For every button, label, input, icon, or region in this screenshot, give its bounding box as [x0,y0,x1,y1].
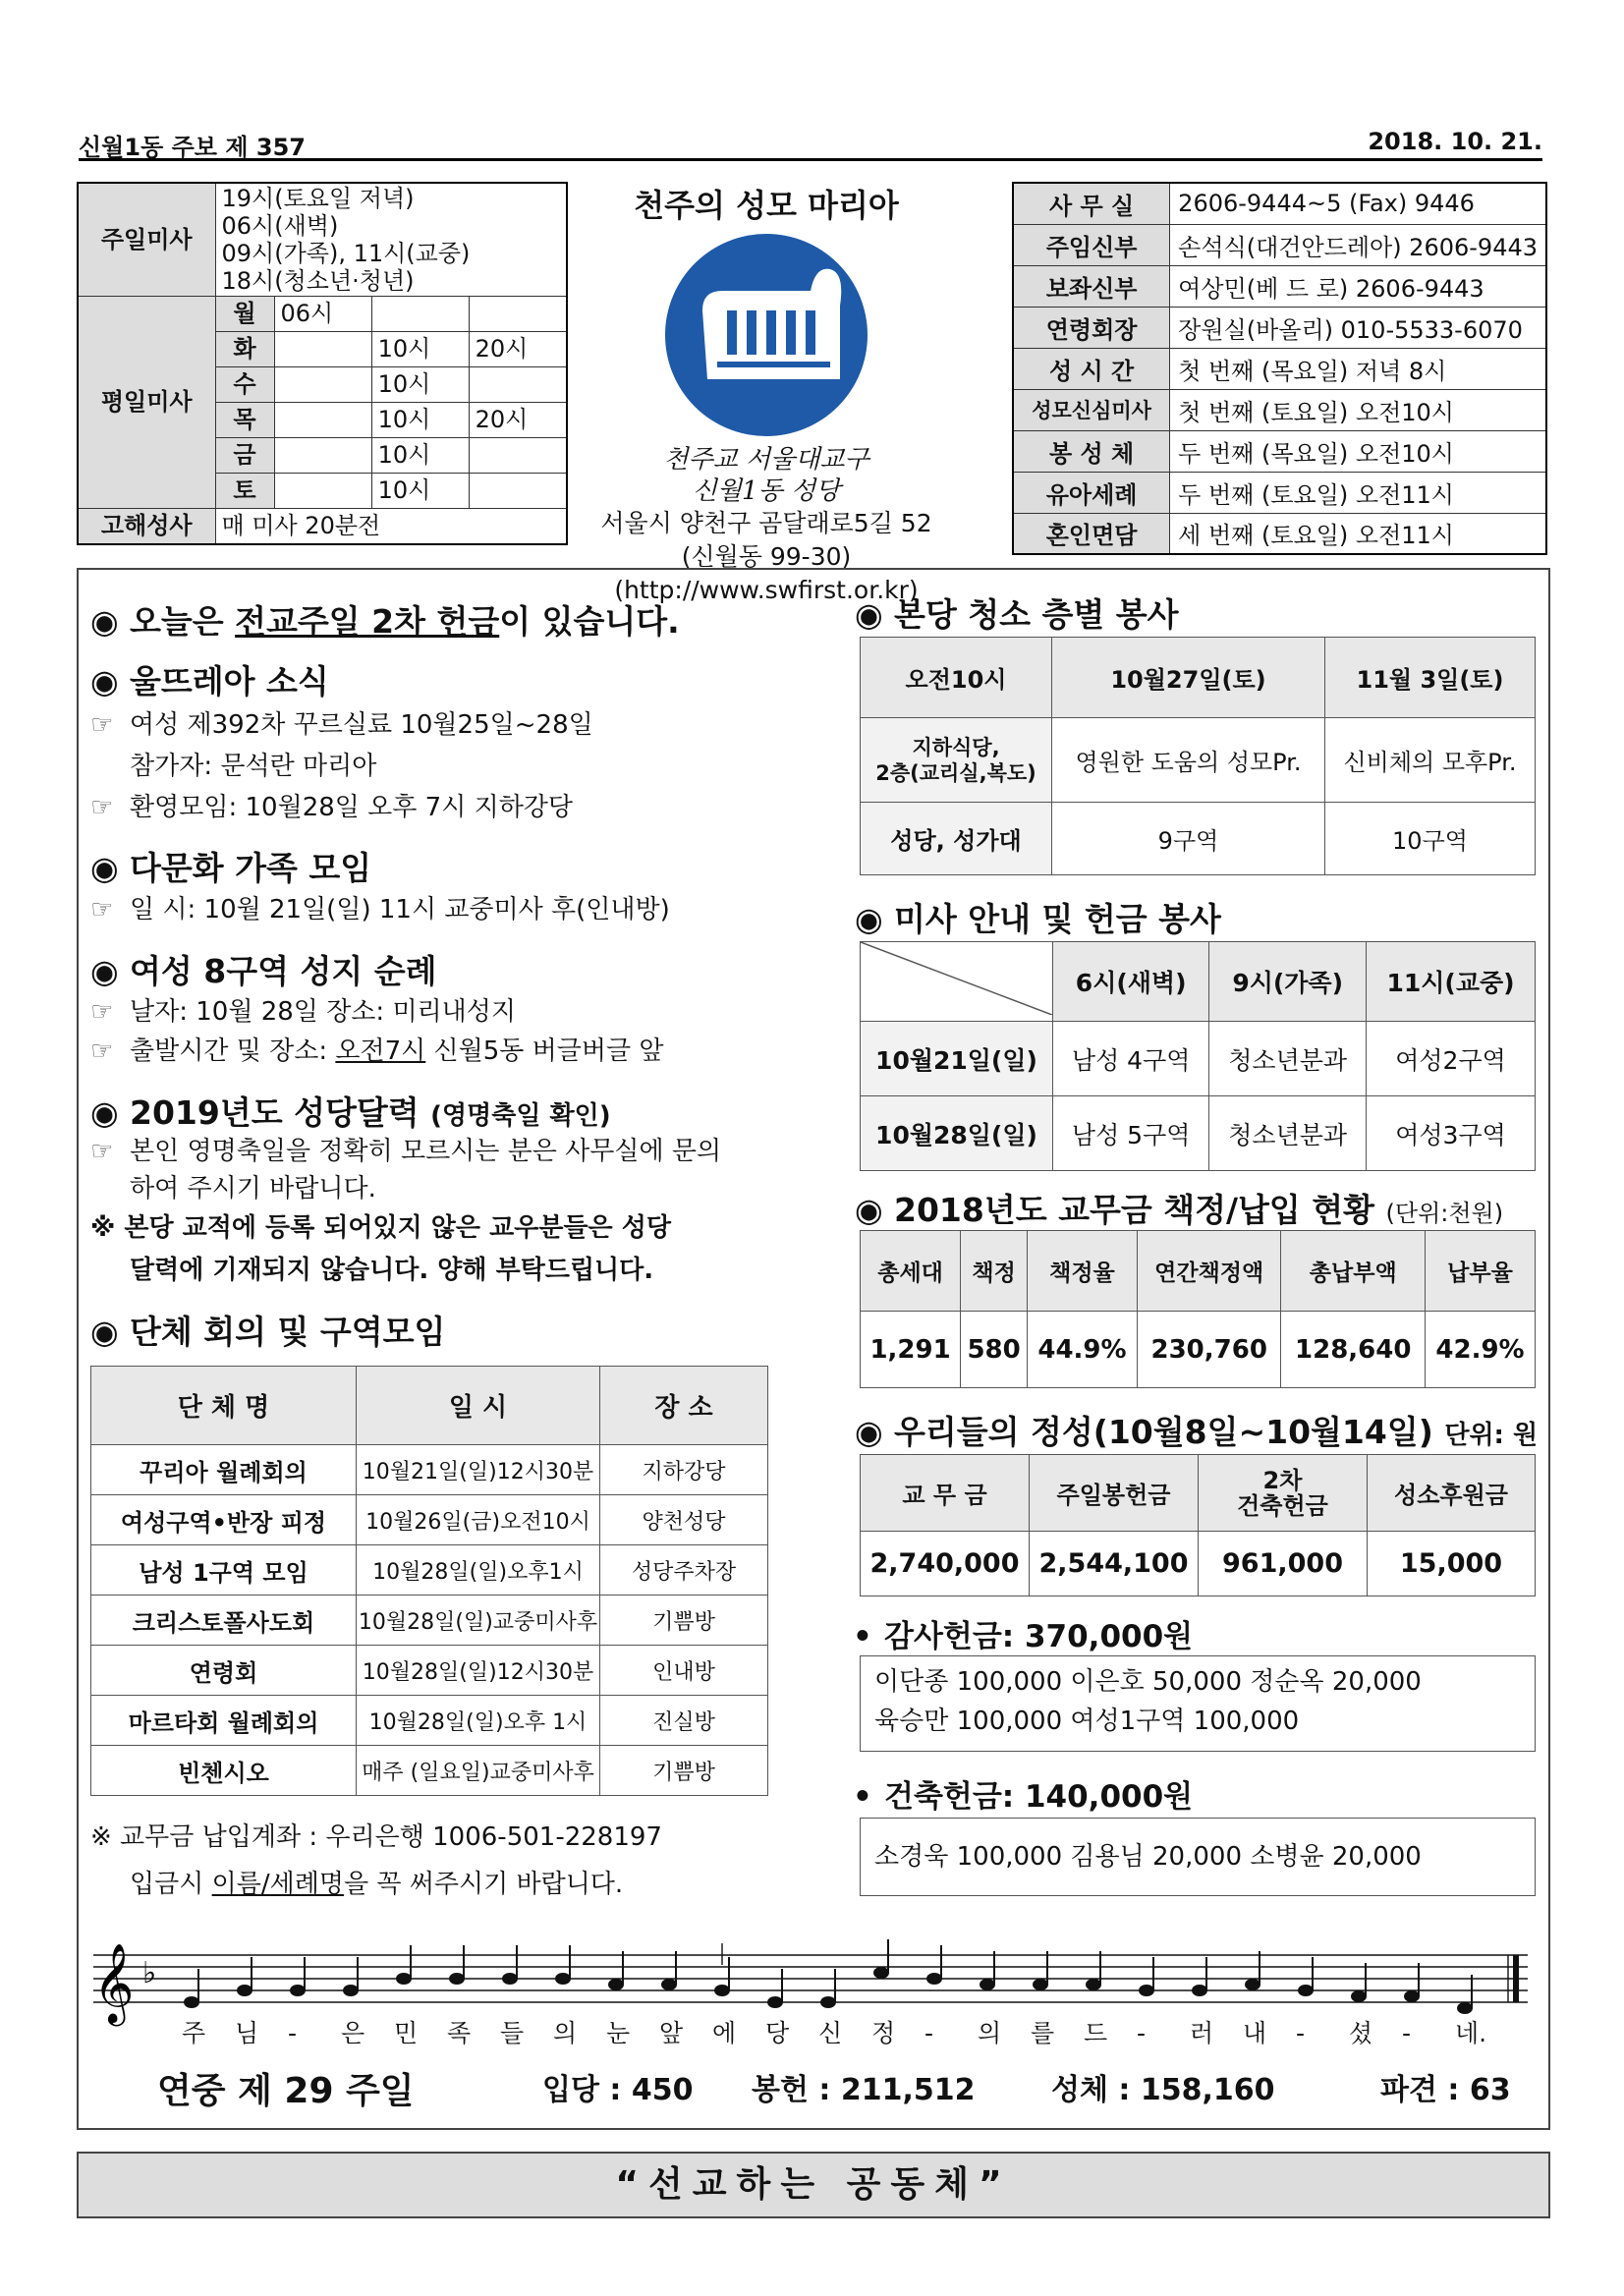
note-mark [1246,1980,1260,1989]
section-offerings [855,1407,1538,1453]
weekday-time [274,403,371,438]
contact-row [1013,348,1546,389]
lyric-syllable: 셨 [1349,2019,1373,2047]
parish-motto: “선교하는 공동체” [77,2152,1550,2218]
section-dues [855,1185,1503,1231]
offer-head: 주일봉헌금 [1030,1455,1199,1532]
note-mark [662,1980,676,1989]
cleaning-area: 성당, 성가대 [861,803,1052,875]
contact-label: 사 무 실 [1013,183,1170,224]
multicultural-line [90,890,670,929]
note-mark [821,1997,835,2007]
dues-value: 128,640 [1281,1312,1426,1388]
weekday-day: 수 [215,367,274,403]
sunday-time: 09시(가족), 11시(교중) [221,240,471,267]
contact-table [1012,182,1547,555]
text: 2차 [1262,1466,1303,1494]
bullet-icon: ◉ [855,900,883,938]
text: 신월5동 버글버글 앞 [425,1036,664,1066]
section-title: 본당 청소 층별 봉사 [894,595,1179,634]
lyric-syllable: - [1296,2019,1306,2047]
lyric-syllable: 족 [447,2019,472,2047]
underlined-text: 오전7시 [335,1036,426,1066]
text: 환영모임: 10월28일 오후 7시 지하강당 [130,793,574,822]
pointing-hand-icon: ☞ [90,895,114,924]
unit-label: 단위: 원 [1444,1421,1539,1450]
meeting-group: 빈첸시오 [91,1746,357,1796]
meeting-row [91,1545,768,1596]
bulletin-issue: 신월1동 주보 제 357 [79,134,306,161]
ultreya-line [90,788,573,827]
section-title: 2019년도 성당달력 [130,1093,420,1132]
guide-head: 9시(가족) [1209,942,1367,1022]
note-mark [609,1980,623,1989]
meeting-place: 성당주차장 [600,1545,768,1596]
bullet-icon: ◉ [855,595,883,634]
note-mark [450,1974,464,1984]
dues-value: 44.9% [1028,1312,1138,1388]
unit-label: (단위:천원) [1385,1200,1504,1227]
calendar-line: 하여 주시기 바랍니다. [130,1174,376,1204]
dues-value: 230,760 [1137,1312,1281,1388]
contact-value: 첫 번째 (토요일) 오전10시 [1170,389,1546,430]
contact-row [1013,430,1546,472]
mass-schedule-table [77,182,568,545]
guide-head: 6시(새벽) [1053,942,1209,1022]
contact-row [1013,265,1546,307]
contact-value: 2606-9444~5 (Fax) 9446 [1170,183,1546,224]
confession-label: 고해성사 [78,509,215,545]
cleaning-cell: 9구역 [1052,803,1325,875]
contact-label: 성 시 간 [1013,348,1170,389]
bullet-icon: ◉ [90,849,119,887]
offer-head: 성소후원금 [1368,1455,1536,1532]
lyric-syllable: 민 [394,2019,419,2047]
meeting-place: 인내방 [600,1646,768,1696]
underlined-text: 이름/세례명 [211,1870,344,1899]
meeting-row [91,1646,768,1696]
meetings-head: 단 체 명 [91,1367,357,1445]
pointing-hand-icon: ☞ [90,1036,114,1066]
meeting-group: 여성구역•반장 피정 [91,1495,357,1545]
diagonal-cell [861,942,1053,1022]
dues-value: 42.9% [1426,1312,1536,1388]
bulletin-date: 2018. 10. 21. [1368,128,1542,155]
weekday-mass-label: 평일미사 [78,297,215,509]
contact-label: 보좌신부 [1013,265,1170,307]
flat-icon: ♭ [142,1956,157,1990]
text: 건축헌금 [1237,1491,1328,1520]
section-calendar [90,1088,611,1134]
bullet-icon: ◉ [90,1313,119,1351]
contact-label: 혼인면담 [1013,513,1170,554]
bullet-icon: ◉ [90,602,119,641]
note-mark [503,1974,517,1984]
calendar-line [90,1132,721,1171]
contact-value: 두 번째 (토요일) 오전11시 [1170,472,1546,513]
note-mark [1034,1980,1047,1989]
account-note-2 [130,1865,623,1904]
lyric-syllable: 에 [712,2019,737,2047]
dues-head: 총세대 [861,1231,961,1312]
text: 이 있습니다. [499,602,680,641]
sunday-mass-label: 주일미사 [78,183,215,297]
note-mark [1193,1986,1206,1995]
weekday-day: 화 [215,332,274,367]
section-ultreya [90,656,329,702]
lyric-syllable: 내 [1243,2019,1267,2047]
section-title: 다문화 가족 모임 [130,849,372,887]
meeting-place: 기쁨방 [600,1596,768,1646]
confession-value: 매 미사 20분전 [215,509,567,545]
section-building [853,1771,1193,1816]
contact-value: 첫 번째 (목요일) 저녁 8시 [1170,348,1546,389]
contact-value: 여상민(베 드 로) 2606-9443 [1170,265,1546,307]
diagonal-line-icon [861,942,1052,1015]
note-mark [715,1986,729,1995]
sunday-time: 18시(청소년·청년) [221,267,415,295]
meeting-row [91,1696,768,1746]
lyric-syllable: 앞 [659,2019,684,2047]
meeting-row [91,1445,768,1495]
contact-label: 연령회장 [1013,307,1170,348]
contact-row [1013,307,1546,348]
weekday-time: 10시 [371,438,469,474]
meeting-place: 지하강당 [600,1445,768,1495]
weekday-time [274,474,371,509]
weekday-time: 10시 [371,367,469,403]
meeting-place: 기쁨방 [600,1746,768,1796]
section-title: 감사헌금: 370,000원 [884,1619,1194,1654]
guide-cell: 청소년분과 [1209,1096,1367,1171]
contact-label: 유아세례 [1013,472,1170,513]
ultreya-line: 참가자: 문석란 마리아 [130,752,377,781]
weekday-day: 금 [215,438,274,474]
meeting-row [91,1746,768,1796]
section-pilgrimage [90,946,436,992]
offer-value: 2,544,100 [1030,1532,1199,1596]
section-title: 울뜨레아 소식 [130,662,329,700]
contact-label: 주임신부 [1013,224,1170,265]
section-multicultural [90,843,371,889]
note-mark [927,1974,941,1984]
cleaning-head: 11월 3일(토) [1325,638,1536,718]
lyric-syllable: - [1137,2019,1147,2047]
weekday-time: 06시 [274,297,371,332]
cleaning-head: 오전10시 [861,638,1052,718]
meeting-time: 10월28일(일)오후 1시 [357,1696,600,1746]
weekday-time [469,367,567,403]
contact-label: 봉 성 체 [1013,430,1170,472]
stat-communion: 성체 : 158,160 [1051,2073,1275,2107]
section-title: 우리들의 정성(10월8일~10월14일) [894,1413,1433,1451]
pointing-hand-icon: ☞ [90,997,114,1027]
cleaning-cell: 10구역 [1325,803,1536,875]
section-mission-sunday [90,596,680,643]
meetings-head: 일 시 [357,1367,600,1445]
script-line: 신월1동 성당 [692,476,841,506]
offer-head [1199,1455,1368,1532]
guide-date: 10월28일(일) [861,1096,1053,1171]
bullet-icon: • [853,1619,872,1654]
contact-value: 세 번째 (토요일) 오전11시 [1170,513,1546,554]
music-staff [93,1926,1528,2053]
weekday-day: 토 [215,474,274,509]
calendar-note: ※ 본당 교적에 등록 되어있지 않은 교우분들은 성당 [90,1213,671,1243]
treble-clef-icon: 𝄞 [93,1942,135,2023]
contact-row [1013,183,1546,224]
text: 2층(교리실,복도) [875,760,1036,785]
note-mark [556,1974,570,1984]
bullet-icon: ◉ [90,662,119,700]
contact-value: 장원실(바올리) 010-5533-6070 [1170,307,1546,348]
script-line: 천주교 서울대교구 [663,445,869,475]
offer-value: 15,000 [1368,1532,1536,1596]
note-mark [1405,1991,1419,2001]
weekday-time: 10시 [371,474,469,509]
meeting-group: 크리스토폴사도회 [91,1596,357,1646]
bulletin-header [79,128,1542,161]
note-mark [768,1997,782,2007]
text: 오늘은 [130,602,236,641]
meeting-row [91,1596,768,1646]
weekday-day: 월 [215,297,274,332]
meeting-group: 남성 1구역 모임 [91,1545,357,1596]
guide-cell: 청소년분과 [1209,1022,1367,1096]
section-subtitle: (영명축일 확인) [430,1101,611,1131]
guide-cell: 여성3구역 [1367,1096,1536,1171]
parish-title: 천주의 성모 마리아 [634,187,899,224]
dues-head: 책정율 [1028,1231,1138,1312]
text: 지하식당, [912,735,1000,759]
building-line: 소경욱 100,000 김용님 20,000 소병윤 20,000 [874,1842,1422,1872]
section-meetings [90,1307,445,1353]
bullet-icon: ◉ [855,1191,883,1229]
guide-cell: 남성 4구역 [1053,1022,1209,1096]
dues-head: 납부율 [1426,1231,1536,1312]
text: 입금시 [130,1870,212,1899]
note-mark [344,1986,358,1995]
meeting-place: 진실방 [600,1696,768,1746]
weekday-time [274,367,371,403]
bullet-icon: • [853,1779,872,1815]
note-mark [1140,1986,1153,1995]
contact-label: 성모신심미사 [1013,389,1170,430]
parish-header [580,177,953,607]
lyric-syllable: 신 [818,2019,843,2047]
note-mark [980,1980,994,1989]
bullet-icon: ◉ [90,1093,119,1132]
guide-date: 10월21일(일) [861,1022,1053,1096]
account-note: ※ 교무금 납입계좌 : 우리은행 1006-501-228197 [90,1822,662,1852]
contact-row [1013,389,1546,430]
offer-head: 교 무 금 [861,1455,1030,1532]
parish-script-name [580,444,953,507]
thanks-line: 이단종 100,000 이은호 50,000 정순옥 20,000 [874,1667,1422,1697]
calendar-note: 달력에 기재되지 않습니다. 양해 부탁드립니다. [130,1256,654,1285]
meeting-time: 10월28일(일)12시30분 [357,1646,600,1696]
cleaning-table [860,637,1536,875]
thanks-box [860,1655,1536,1752]
weekday-time: 20시 [469,332,567,367]
contact-value: 두 번째 (목요일) 오전10시 [1170,430,1546,472]
contact-row [1013,224,1546,265]
lyric-syllable: 들 [500,2019,525,2047]
meeting-time: 10월28일(일)교중미사후 [357,1596,600,1646]
text: 날자: 10월 28일 장소: 미리내성지 [130,997,517,1027]
meetings-table [90,1366,768,1796]
weekday-day: 목 [215,403,274,438]
meeting-row [91,1495,768,1545]
note-mark [1458,2003,1472,2013]
note-mark [1087,1980,1100,1989]
building-box [860,1818,1536,1896]
stat-dismissal: 파견 : 63 [1380,2073,1511,2107]
parish-logo-icon [648,232,884,438]
contact-row [1013,513,1546,554]
dues-head: 총납부액 [1281,1231,1426,1312]
lyric-syllable: 은 [341,2019,365,2047]
dues-head: 연간책정액 [1137,1231,1281,1312]
note-mark [238,1986,252,1995]
bullet-icon: ◉ [855,1413,883,1451]
stat-attendance: 입당 : 450 [542,2073,694,2107]
lyric-syllable: 러 [1190,2019,1214,2047]
pilgrimage-line [90,1032,664,1071]
contact-row [1013,472,1546,513]
lyric-syllable: 드 [1084,2019,1108,2047]
cleaning-cell: 영원한 도움의 성모Pr. [1052,718,1325,803]
note-mark [1352,1991,1366,2001]
liturgical-week: 연중 제 29 주일 [157,2071,415,2111]
dues-head: 책정 [961,1231,1028,1312]
cleaning-cell: 신비체의 모후Pr. [1325,718,1536,803]
lyric-syllable: 정 [871,2019,896,2047]
section-title: 건축헌금: 140,000원 [884,1779,1194,1815]
offerings-table [860,1454,1536,1596]
thanks-line: 육승만 100,000 여성1구역 100,000 [874,1707,1300,1736]
ultreya-line [90,705,593,745]
contact-value: 손석식(대건안드레아) 2606-9443 [1170,224,1546,265]
meeting-time: 10월28일(일)오후1시 [357,1545,600,1596]
offer-value: 961,000 [1199,1532,1368,1596]
parish-url[interactable]: (http://www.swfirst.or.kr) [614,576,919,604]
lyric-syllable: 를 [1031,2019,1055,2047]
offer-value: 2,740,000 [861,1532,1030,1596]
text: 여성 제392차 꾸르실료 10월25일~28일 [130,710,593,740]
section-title: 여성 8구역 성지 순례 [130,952,437,990]
section-mass-guide [855,894,1221,940]
meeting-group: 마르타회 월례회의 [91,1696,357,1746]
weekday-time: 20시 [469,403,567,438]
weekday-time: 10시 [371,332,469,367]
cleaning-head: 10월27일(토) [1052,638,1325,718]
parish-address: 서울시 양천구 곰달래로5길 52 [600,509,932,537]
weekday-time [274,332,371,367]
text: 출발시간 및 장소: [130,1036,336,1066]
meeting-time: 10월26일(금)오전10시 [357,1495,600,1545]
pointing-hand-icon: ☞ [90,1137,114,1166]
lyric-syllable: 당 [765,2019,790,2047]
section-title: 단체 회의 및 구역모임 [130,1313,446,1351]
lyric-syllable: 의 [978,2019,1002,2047]
pointing-hand-icon: ☞ [90,710,114,740]
dues-value: 1,291 [861,1312,961,1388]
lyric-syllable: 의 [553,2019,578,2047]
sunday-mass-times [215,183,567,297]
sunday-time: 06시(새벽) [221,212,339,240]
guide-head: 11시(교중) [1367,942,1536,1022]
lyric-syllable: 눈 [606,2019,631,2047]
lyric-syllable: 주 [182,2019,206,2047]
meeting-group: 연령회 [91,1646,357,1696]
weekday-time [371,297,469,332]
meeting-time: 매주 (일요일)교중미사후 [357,1746,600,1796]
lyric-syllable: - [288,2019,298,2047]
text: 을 꼭 써주시기 바랍니다. [343,1870,624,1899]
bullet-icon: ◉ [90,952,119,990]
meeting-group: 꾸리아 월례회의 [91,1445,357,1495]
meetings-head: 장 소 [600,1367,768,1445]
note-mark [397,1974,411,1984]
dues-value: 580 [961,1312,1028,1388]
note-mark [1299,1986,1313,1995]
dues-table [860,1230,1536,1388]
weekday-time: 10시 [371,403,469,438]
text: 본인 영명축일을 정확히 모르시는 분은 사무실에 문의 [130,1137,722,1166]
pointing-hand-icon: ☞ [90,793,114,822]
lyric-syllable: - [1402,2019,1412,2047]
note-mark [185,1997,198,2007]
section-cleaning [855,589,1179,636]
guide-cell: 남성 5구역 [1053,1096,1209,1171]
lyric-syllable: 님 [235,2019,259,2047]
weekday-time [469,438,567,474]
mass-guide-table [860,941,1536,1171]
stat-offering: 봉헌 : 211,512 [752,2073,976,2107]
section-title: 미사 안내 및 헌금 봉사 [894,900,1221,938]
weekday-time [469,474,567,509]
meeting-time: 10월21일(일)12시30분 [357,1445,600,1495]
weekday-time [469,297,567,332]
guide-cell: 여성2구역 [1367,1022,1536,1096]
section-thanks [853,1611,1193,1655]
cleaning-area [861,718,1052,803]
meeting-place: 양천성당 [600,1495,768,1545]
text: 일 시: 10월 21일(일) 11시 교중미사 후(인내방) [130,895,670,924]
section-title: 2018년도 교무금 책정/납입 현황 [894,1191,1375,1229]
weekday-time [274,438,371,474]
lyric-syllable: 네. [1455,2019,1487,2047]
sunday-time: 19시(토요일 저녁) [221,185,415,212]
parish-address-sub: (신월동 99-30) [681,542,852,571]
pilgrimage-line [90,992,516,1032]
note-mark [291,1986,305,1995]
note-mark [874,1968,888,1978]
lyric-syllable: - [924,2019,934,2047]
underlined-text: 전교주일 2차 헌금 [235,602,500,641]
